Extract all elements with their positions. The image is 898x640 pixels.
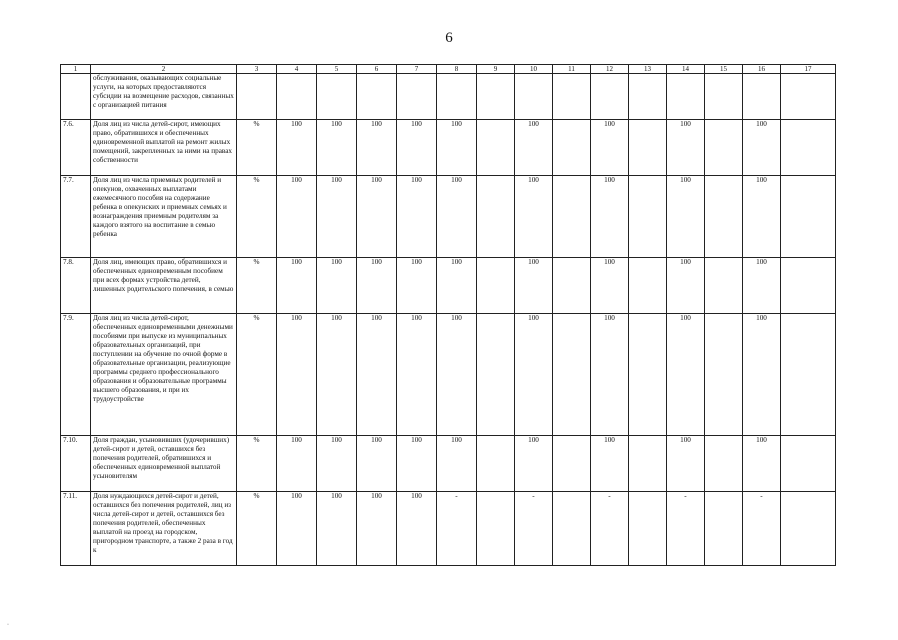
value-cell: 100 <box>317 492 357 566</box>
value-cell: 100 <box>437 258 477 314</box>
column-header: 16 <box>743 65 781 74</box>
indicator-description: Доля лиц из числа детей-сирот, обеспеченных единовременными денежными пособиями при выпуске из муниципальных образовательных организаций, при поступлении на обучение по очной форме в образовательные организации, реализующие программы среднего профессионального образования и образовательные программы высшего образования, и при их трудоустройстве <box>91 314 237 436</box>
column-header: 5 <box>317 65 357 74</box>
value-cell: - <box>437 492 477 566</box>
value-cell <box>477 258 515 314</box>
value-cell: 100 <box>357 258 397 314</box>
value-cell: 100 <box>397 492 437 566</box>
value-cell: 100 <box>591 176 629 258</box>
value-cell: 100 <box>515 120 553 176</box>
row-number: 7.6. <box>61 120 91 176</box>
value-cell: 100 <box>397 176 437 258</box>
value-cell <box>781 74 836 120</box>
value-cell: 100 <box>357 314 397 436</box>
value-cell <box>553 176 591 258</box>
row-number: 7.7. <box>61 176 91 258</box>
value-cell <box>705 314 743 436</box>
column-header: 9 <box>477 65 515 74</box>
value-cell <box>515 74 553 120</box>
table-row <box>61 314 836 436</box>
value-cell: 100 <box>317 314 357 436</box>
indicator-description: Доля граждан, усыновивших (удочеривших) детей-сирот и детей, оставшихся без попечения родителей, обратившихся и обеспеченных единовременной выплатой усыновителям <box>91 436 237 492</box>
value-cell: 100 <box>277 176 317 258</box>
row-number: 7.11. <box>61 492 91 566</box>
indicator-description: Доля лиц из числа детей-сирот, имеющих право, обратившихся и обеспеченных единовременной выплатой на ремонт жилых помещений, закрепленных за ними на правах собственности <box>91 120 237 176</box>
value-cell <box>553 120 591 176</box>
value-cell <box>781 176 836 258</box>
value-cell <box>629 258 667 314</box>
column-header: 7 <box>397 65 437 74</box>
value-cell: 100 <box>743 436 781 492</box>
value-cell: 100 <box>317 176 357 258</box>
column-header: 2 <box>91 65 237 74</box>
value-cell: 100 <box>743 120 781 176</box>
unit-cell: % <box>237 436 277 492</box>
value-cell: 100 <box>317 436 357 492</box>
value-cell: 100 <box>397 258 437 314</box>
column-header: 3 <box>237 65 277 74</box>
value-cell <box>629 492 667 566</box>
value-cell <box>477 436 515 492</box>
value-cell: 100 <box>277 436 317 492</box>
value-cell: 100 <box>357 436 397 492</box>
value-cell: 100 <box>591 314 629 436</box>
value-cell: 100 <box>277 258 317 314</box>
value-cell: 100 <box>397 436 437 492</box>
value-cell: 100 <box>515 436 553 492</box>
value-cell <box>629 120 667 176</box>
column-header: 11 <box>553 65 591 74</box>
value-cell: 100 <box>591 120 629 176</box>
value-cell <box>629 314 667 436</box>
value-cell: 100 <box>277 120 317 176</box>
value-cell: 100 <box>277 314 317 436</box>
value-cell: 100 <box>667 314 705 436</box>
unit-cell: % <box>237 314 277 436</box>
value-cell <box>477 176 515 258</box>
value-cell <box>705 258 743 314</box>
value-cell: 100 <box>277 492 317 566</box>
column-header: 4 <box>277 65 317 74</box>
value-cell: 100 <box>591 258 629 314</box>
value-cell <box>705 120 743 176</box>
row-number: 7.10. <box>61 436 91 492</box>
value-cell <box>553 74 591 120</box>
table-body <box>61 74 836 566</box>
indicator-description: обслуживания, оказывающих социальные услуги, на которых предоставляются субсидии на возмещение расходов, связанных с организацией питания <box>91 74 237 120</box>
value-cell <box>317 74 357 120</box>
unit-cell <box>237 74 277 120</box>
page-number: 6 <box>445 30 453 46</box>
row-number: 7.8. <box>61 258 91 314</box>
value-cell <box>705 176 743 258</box>
value-cell <box>629 176 667 258</box>
column-header: 17 <box>781 65 836 74</box>
value-cell: 100 <box>743 258 781 314</box>
value-cell <box>781 492 836 566</box>
table-row <box>61 120 836 176</box>
indicator-description: Доля нуждающихся детей-сирот и детей, оставшихся без попечения родителей, лиц из числа детей-сирот и детей, оставшихся без попечения родителей, обеспеченных выплатой на проезд на городском, пригородном транспорте, а также 2 раза в год к <box>91 492 237 566</box>
value-cell <box>781 120 836 176</box>
value-cell: 100 <box>437 314 477 436</box>
value-cell: 100 <box>667 258 705 314</box>
value-cell: - <box>515 492 553 566</box>
column-header: 1 <box>61 65 91 74</box>
column-header: 6 <box>357 65 397 74</box>
value-cell: 100 <box>515 314 553 436</box>
column-header: 8 <box>437 65 477 74</box>
table-row <box>61 74 836 120</box>
value-cell <box>553 492 591 566</box>
scan-mark: · <box>7 622 9 628</box>
value-cell: 100 <box>317 120 357 176</box>
value-cell: 100 <box>515 176 553 258</box>
column-header: 12 <box>591 65 629 74</box>
value-cell: - <box>591 492 629 566</box>
value-cell: 100 <box>437 120 477 176</box>
value-cell: 100 <box>357 492 397 566</box>
value-cell <box>629 436 667 492</box>
value-cell <box>705 74 743 120</box>
value-cell <box>553 436 591 492</box>
value-cell: 100 <box>743 176 781 258</box>
value-cell <box>743 74 781 120</box>
value-cell: 100 <box>743 314 781 436</box>
value-cell: 100 <box>667 176 705 258</box>
value-cell <box>277 74 317 120</box>
value-cell <box>553 258 591 314</box>
value-cell: - <box>667 492 705 566</box>
value-cell <box>705 436 743 492</box>
value-cell: 100 <box>667 120 705 176</box>
value-cell <box>781 314 836 436</box>
column-header: 15 <box>705 65 743 74</box>
value-cell <box>781 258 836 314</box>
value-cell: 100 <box>515 258 553 314</box>
table-row <box>61 176 836 258</box>
row-number <box>61 74 91 120</box>
value-cell <box>477 120 515 176</box>
value-cell: 100 <box>437 436 477 492</box>
value-cell <box>397 74 437 120</box>
value-cell <box>705 492 743 566</box>
unit-cell: % <box>237 176 277 258</box>
unit-cell: % <box>237 120 277 176</box>
value-cell: 100 <box>667 436 705 492</box>
value-cell <box>437 74 477 120</box>
row-number: 7.9. <box>61 314 91 436</box>
value-cell: 100 <box>591 436 629 492</box>
table-row <box>61 258 836 314</box>
value-cell <box>591 74 629 120</box>
value-cell: 100 <box>357 120 397 176</box>
value-cell <box>357 74 397 120</box>
unit-cell: % <box>237 258 277 314</box>
value-cell: 100 <box>397 120 437 176</box>
indicator-description: Доля лиц, имеющих право, обратившихся и обеспеченных единовременным пособием при всех формах устройства детей, лишенных родительского попечения, в семью <box>91 258 237 314</box>
value-cell: 100 <box>397 314 437 436</box>
value-cell <box>477 492 515 566</box>
value-cell: 100 <box>317 258 357 314</box>
value-cell: - <box>743 492 781 566</box>
unit-cell: % <box>237 492 277 566</box>
table-row <box>61 436 836 492</box>
value-cell <box>667 74 705 120</box>
value-cell <box>477 74 515 120</box>
value-cell <box>781 436 836 492</box>
value-cell <box>477 314 515 436</box>
value-cell: 100 <box>357 176 397 258</box>
value-cell: 100 <box>437 176 477 258</box>
column-header: 13 <box>629 65 667 74</box>
value-cell <box>629 74 667 120</box>
indicator-description: Доля лиц из числа приемных родителей и опекунов, охваченных выплатами ежемесячного пособия на содержание ребенка в опекунских и приемных семьях и вознаграждения приемным родителям за каждого взятого на воспитание в семью ребенка <box>91 176 237 258</box>
header-row <box>61 65 836 74</box>
column-header: 10 <box>515 65 553 74</box>
indicators-table <box>60 64 836 566</box>
value-cell <box>553 314 591 436</box>
table-row <box>61 492 836 566</box>
column-header: 14 <box>667 65 705 74</box>
